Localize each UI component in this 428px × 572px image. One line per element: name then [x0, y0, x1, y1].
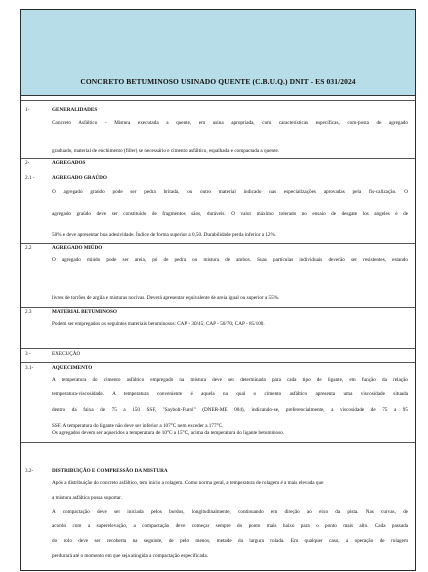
document-title: [21, 68, 415, 96]
document-title-text: CONCRETO BETUMINOSO USINADO QUENTE (C.B.U.Q.) DNIT - ES 031/2024: [80, 77, 356, 86]
section-heading: AGREGADO MIÚDO: [52, 245, 103, 251]
section-number: 2.1 -: [25, 175, 35, 181]
section-number: 1-: [25, 107, 30, 113]
divider: [21, 100, 415, 101]
section-heading: EXECUÇÃO: [52, 351, 81, 357]
section-number: 3.1-: [25, 365, 34, 371]
section-number: 3.2-: [25, 468, 34, 474]
section-heading: AQUECIMENTO: [52, 365, 93, 371]
document-page: CONCRETO BETUMINOSO USINADO QUENTE (C.B.U.Q.) DNIT - ES 031/2024 1- GENERALIDADES Concreto Asfáltico - Mistura executada a quente, em usina apropriada, com características específicas, com-posta de agregado graduado, material de enchimento (filler) se necessário e cimento asfáltico, espalhada e compactada a quente. 2- AGREGADOS 2.1 - AGREGADO GRAÚDO O agregado graúdo pode ser pedra britada, ou outro material indicado nas especializações aprovadas pela fis-calização. O agregado graúdo deve ser constituído de fragmentos sãos, duráveis. O valor máximo tolerado no ensaio de desgate los angeles é de 50% e deve apresentar boa adesividade. Índice de forma superior a 0,50. Durabilidade perda inferior a 12%. 2.2 AGREGADO MIÚDO O agregado miúdo pode ser areia, pó de pedra ou mistura de ambos. Suas partículas individuais deverão ser resistentes, estando livres de torrões de argila e misturas nocivas. Deverá apresentar equivalente de areia igual ou superior a 55%. 2.3 MATERIAL BETUMINOSO Podem ser empregados os seguintes materiais betuminosos: CAP - 30/45; CAP - 50/70; CAP - 85/100. 3 - EXECUÇÃO 3.1- AQUECIMENTO A temperatura do cimento asfáltico empregado na mistura deve ser determinada para cada tipo de ligante, em função da relação temperatura-viscosidade. A temperatura conveniente é aquela na qual o cimento asfáltico apresenta uma viscosidade situada dentro da faixa de 75 a 150 SSF, "Saybolt-Furol" (DNER-ME 004), indicando-se, preferencialmente, a viscosidade de 75 a 95 SSF. A temperatura do ligante não deve ser inferior a 107°C nem exceder a 177°C. Os agregados devem ser aquecidos a temperatura de 10°C a 15°C, acima da temperatura do ligante betuminoso. 3.2- DISTRIBUIÇÃO E COMPRESSÃO DA MISTURA Após a distribuição do concreto asfáltico, tem início a rolagem. Como norma geral, a temperatura de rolagem é a mais elevada que a mistura asfáltica possa suportar. A compactação deve ser iniciada pelos bordos, longitudinalmente, continuando em direção ao eixo da pista. Nas curvas, de acordo com a superelevação, a compactação deve começar sempre do ponto mais baixo para o ponto mais alto. Cada passada do rolo deve ser recoberta na seguinte, de pelo menos, metade da largura rolada. Em qualquer caso, a operação de rolagem perdurará até o momento em que seja atingida a compactação especificada.: [20, 9, 416, 571]
divider: [21, 442, 415, 443]
header-band: [21, 10, 415, 69]
section-heading: MATERIAL BETUMINOSO: [52, 309, 117, 315]
divider: [21, 348, 415, 349]
section-number: 3 -: [25, 351, 31, 357]
section-number: 2.2: [25, 245, 32, 251]
divider: [21, 243, 415, 244]
section-number: 2.3: [25, 309, 32, 315]
divider: [21, 307, 415, 308]
divider: [21, 158, 415, 159]
section-heading: AGREGADOS: [52, 160, 86, 166]
divider: [21, 362, 415, 363]
section-number: 2-: [25, 160, 30, 166]
section-heading: AGREGADO GRAÚDO: [52, 175, 107, 181]
section-heading: DISTRIBUIÇÃO E COMPRESSÃO DA MISTURA: [52, 468, 168, 474]
section-heading: GENERALIDADES: [52, 107, 98, 113]
